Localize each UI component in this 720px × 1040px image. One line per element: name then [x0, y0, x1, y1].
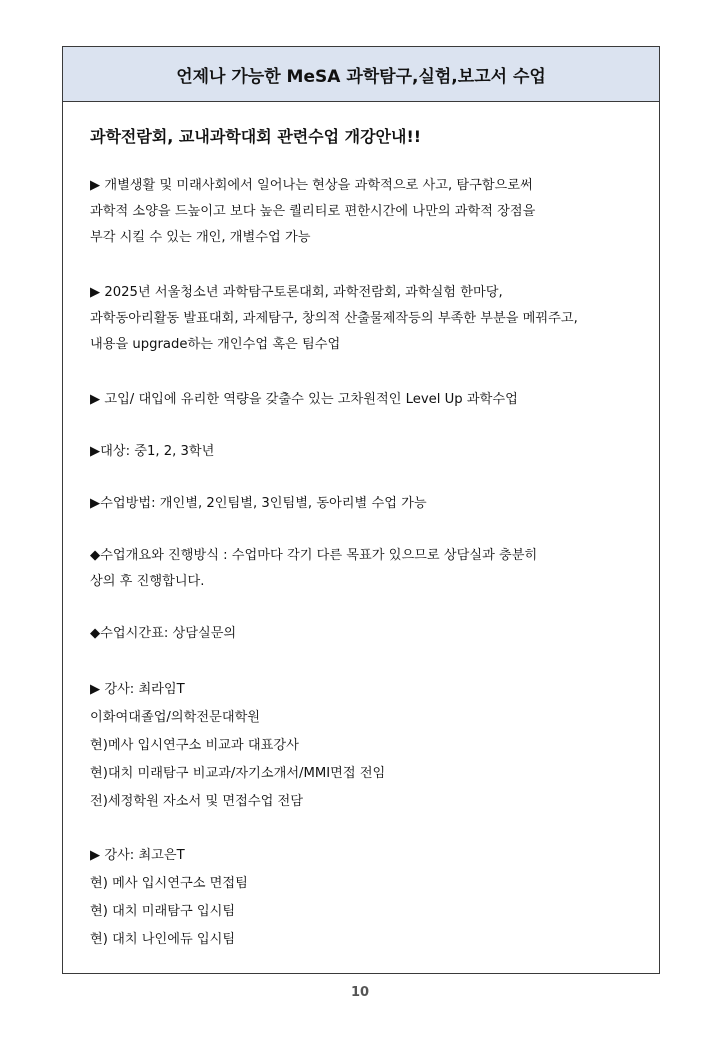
instructor-credential: 현)메사 입시연구소 비교과 대표강사	[90, 738, 299, 753]
intro-line: 과학적 소양을 드높이고 보다 높은 퀄리티로 편한시간에 나만의 과학적 장점을	[90, 204, 536, 219]
competitions-paragraph	[90, 280, 659, 358]
competitions-line: 내용을 upgrade하는 개인수업 혹은 팀수업	[90, 337, 341, 352]
instructor-heading: ▶ 강사: 최고은T	[90, 848, 185, 863]
document-frame	[62, 46, 660, 974]
intro-line: 부각 시킬 수 있는 개인, 개별수업 가능	[90, 230, 311, 245]
intro-paragraph	[90, 173, 659, 251]
instructor-credential: 현) 메사 입시연구소 면접팀	[90, 876, 248, 891]
content-area	[63, 102, 659, 954]
header-band	[63, 47, 659, 102]
competitions-line: ▶ 2025년 서울청소년 과학탐구토론대회, 과학전람회, 과학실험 한마당,	[90, 285, 503, 300]
announcement-subtitle: 과학전람회, 교내과학대회 관련수업 개강안내!!	[90, 127, 422, 146]
method-paragraph	[90, 491, 659, 517]
instructor-block	[90, 676, 659, 816]
page-number: 10	[350, 985, 370, 1000]
instructor-block	[90, 842, 659, 954]
levelup-line: ▶ 고입/ 대입에 유리한 역량을 갖출수 있는 고차원적인 Level Up 과학수업	[90, 392, 518, 407]
levelup-paragraph	[90, 387, 659, 413]
instructor-credential: 현)대치 미래탐구 비교과/자기소개서/MMI면접 전임	[90, 766, 386, 781]
instructor-credential: 전)세정학원 자소서 및 면접수업 전담	[90, 794, 303, 809]
method-line: ▶수업방법: 개인별, 2인팀별, 3인팀별, 동아리별 수업 가능	[90, 496, 427, 511]
instructor-credential: 현) 대치 나인에듀 입시팀	[90, 932, 236, 947]
target-line: ▶대상: 중1, 2, 3학년	[90, 444, 215, 459]
intro-line: ▶ 개별생활 및 미래사회에서 일어나는 현상을 과학적으로 사고, 탐구함으로써	[90, 178, 533, 193]
schedule-paragraph	[90, 621, 659, 647]
competitions-line: 과학동아리활동 발표대회, 과제탐구, 창의적 산출물제작등의 부족한 부분을 메꿔주고,	[90, 311, 578, 326]
instructor-credential: 현) 대치 미래탐구 입시팀	[90, 904, 236, 919]
overview-line: 상의 후 진행합니다.	[90, 574, 205, 589]
schedule-line: ◆수업시간표: 상담실문의	[90, 626, 237, 641]
instructor-credential: 이화여대졸업/의학전문대학원	[90, 710, 261, 725]
overview-paragraph	[90, 543, 659, 595]
overview-line: ◆수업개요와 진행방식 : 수업마다 각기 다른 목표가 있으므로 상담실과 충분히	[90, 548, 538, 563]
instructor-heading: ▶ 강사: 최라임T	[90, 682, 185, 697]
target-paragraph	[90, 439, 659, 465]
page-title: 언제나 가능한 MeSA 과학탐구,실험,보고서 수업	[176, 66, 546, 87]
